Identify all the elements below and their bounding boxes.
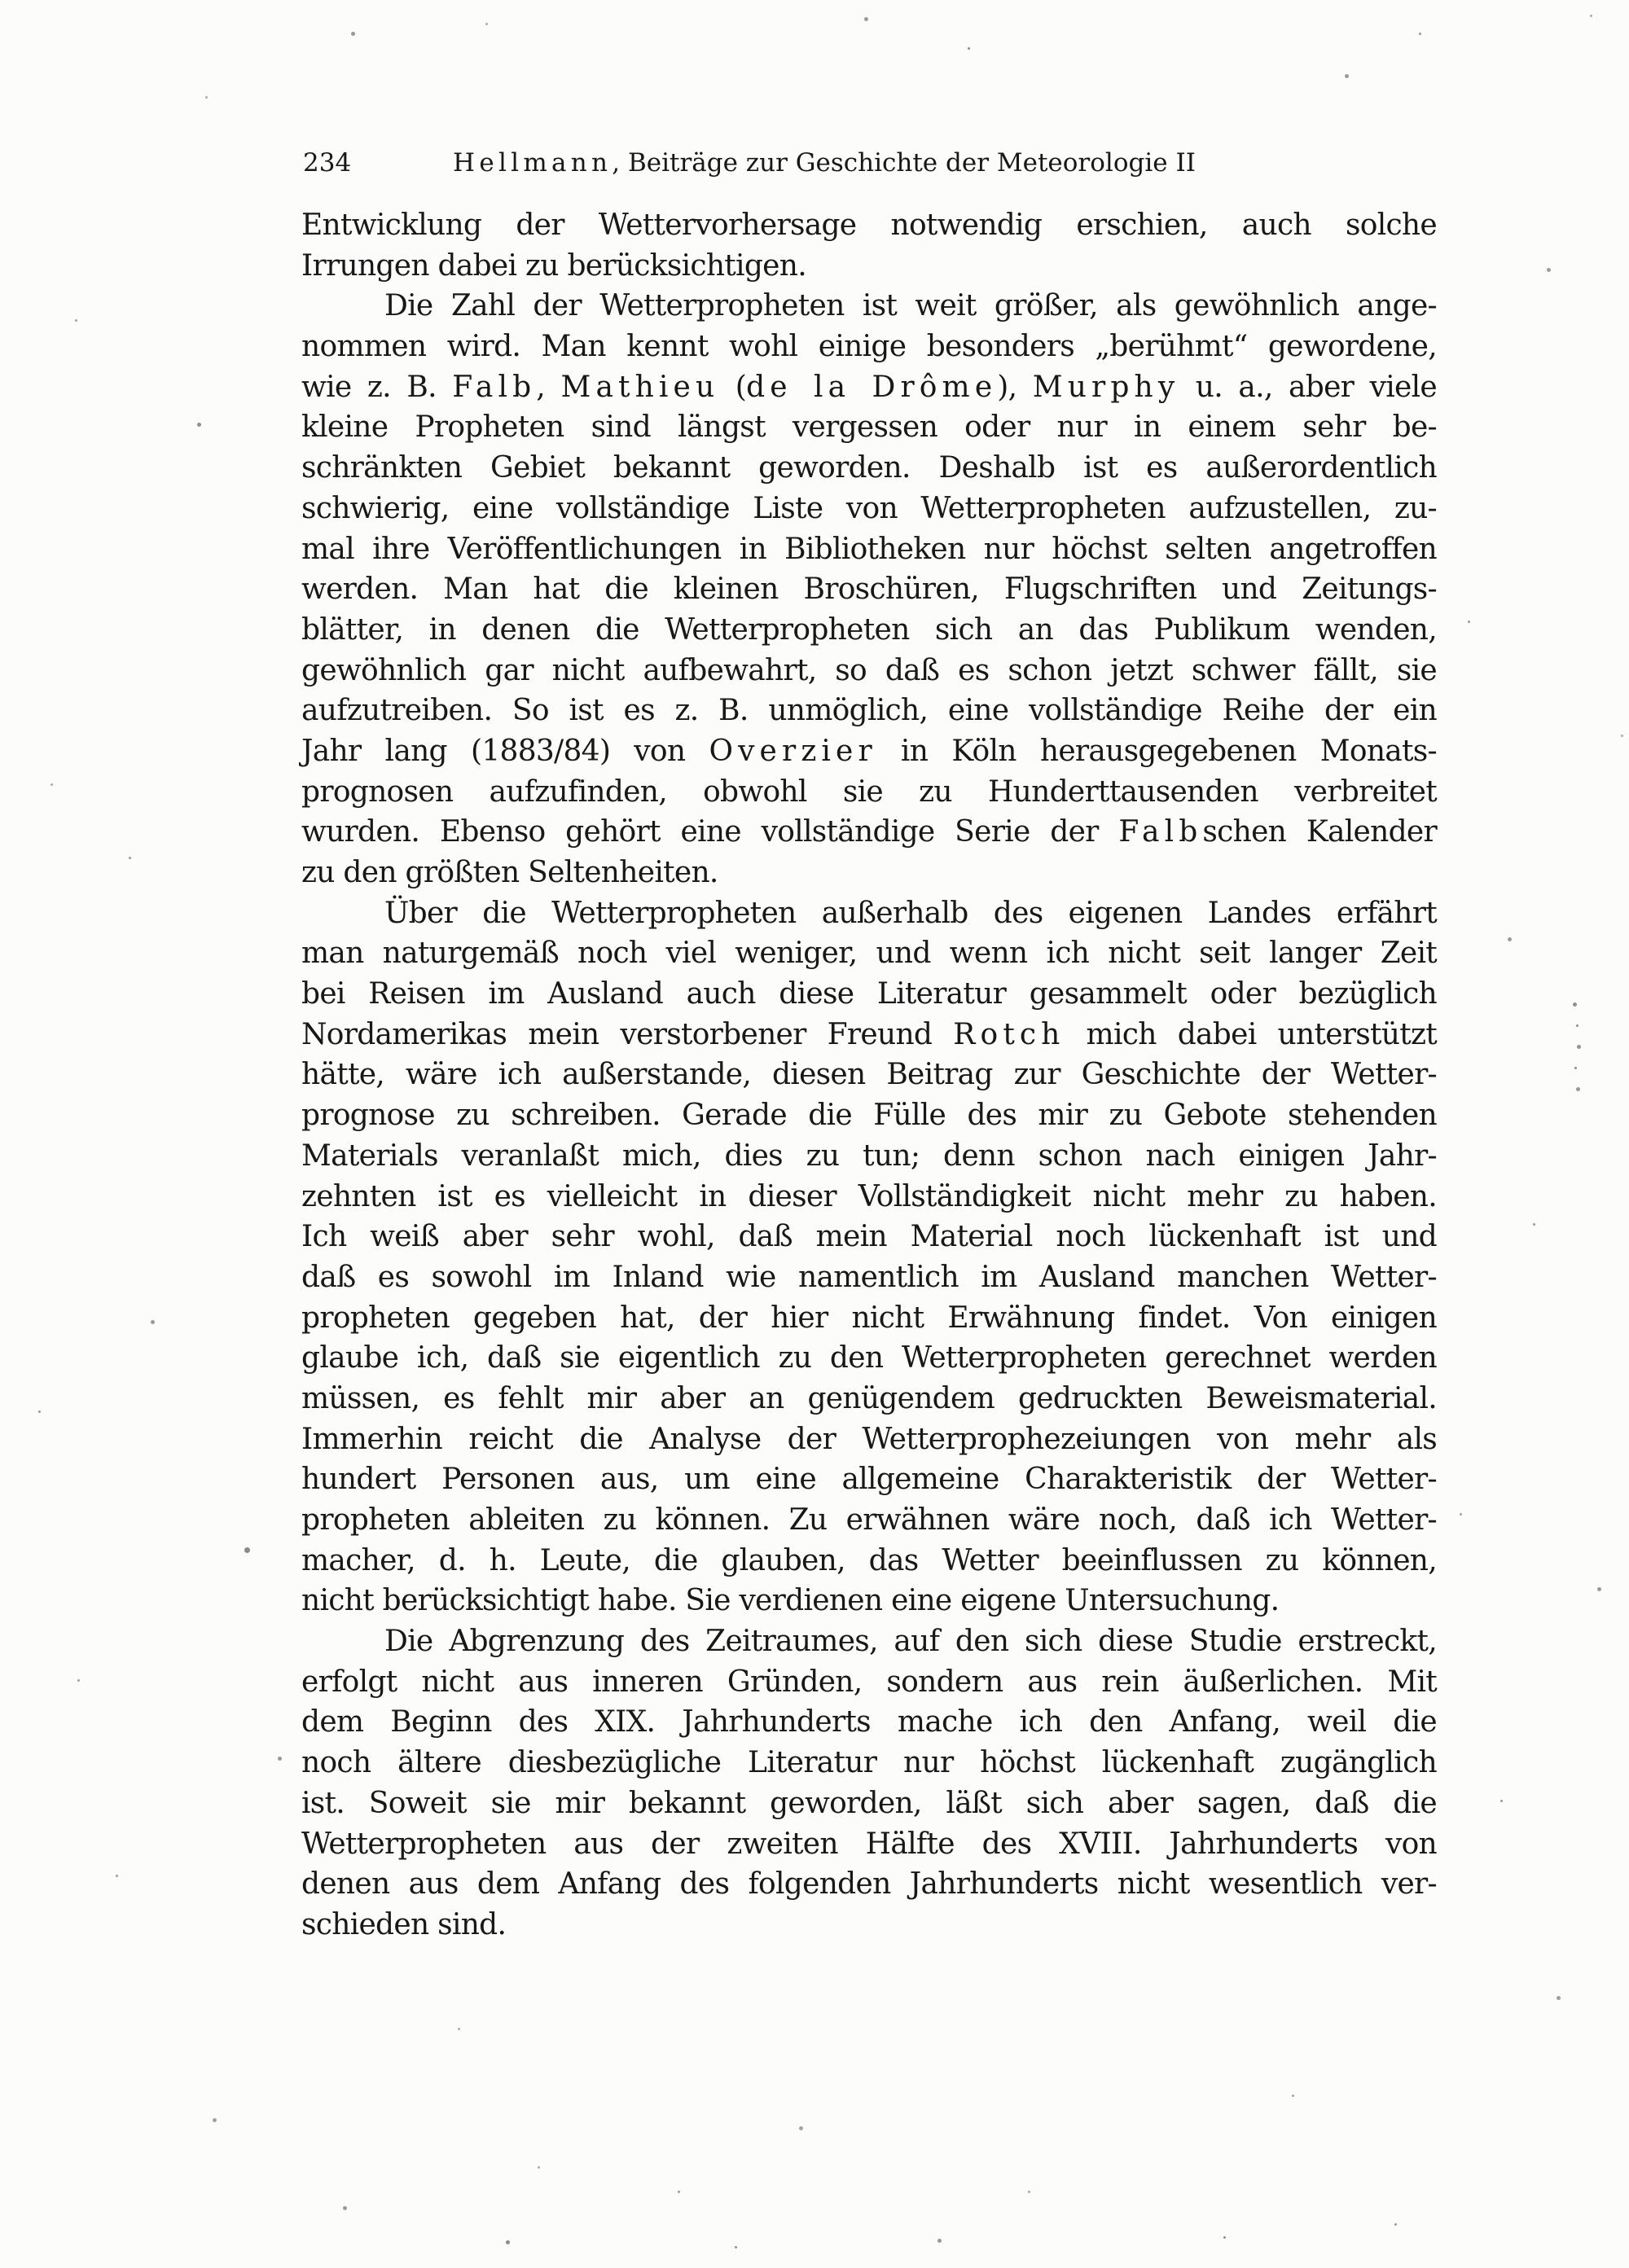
- text-line: gewöhnlich gar nicht aufbewahrt, so daß es schon jetzt schwer fällt, sie: [301, 653, 1437, 687]
- text-line: dem Beginn des XIX. Jahrhunderts mache ich den Anfang, weil die: [301, 1705, 1437, 1739]
- text-line: werden. Man hat die kleinen Broschüren, Flugschriften und Zeitungs-: [301, 572, 1437, 607]
- running-header: [0, 145, 1629, 181]
- text-line: Die Abgrenzung des Zeitraumes, auf den sich diese Studie erstreckt,: [384, 1625, 1437, 1659]
- text-line: denen aus dem Anfang des folgenden Jahrhunderts nicht wesentlich ver-: [301, 1867, 1437, 1902]
- text-line: prognosen aufzufinden, obwohl sie zu Hunderttausenden verbreitet: [301, 774, 1437, 809]
- spaced-name: Murphy: [1032, 370, 1180, 404]
- text-line: mal ihre Veröffentlichungen in Bibliotheken nur höchst selten angetroffen: [301, 532, 1437, 566]
- text-line: Die Zahl der Wetterpropheten ist weit größer, als gewöhnlich ange-: [384, 289, 1437, 323]
- text-line: blätter, in denen die Wetterpropheten sich an das Publikum wenden,: [301, 612, 1437, 647]
- text-line: propheten gegeben hat, der hier nicht Erwähnung findet. Von einigen: [301, 1301, 1437, 1335]
- spaced-name: Rotch: [953, 1017, 1065, 1051]
- text-line: schieden sind.: [301, 1907, 507, 1941]
- text-line: schränkten Gebiet bekannt geworden. Deshalb ist es außerordentlich: [301, 451, 1437, 485]
- text-line: propheten ableiten zu können. Zu erwähnen wäre noch, daß ich Wetter-: [301, 1503, 1437, 1537]
- running-header-author: Hellmann: [453, 148, 613, 178]
- text-line: hätte, wäre ich außerstande, diesen Beitrag zur Geschichte der Wetter-: [301, 1058, 1437, 1092]
- text-line: aufzutreiben. So ist es z. B. unmöglich, eine vollständige Reihe der ein: [301, 694, 1437, 728]
- text-line: erfolgt nicht aus inneren Gründen, sondern aus rein äußerlichen. Mit: [301, 1665, 1437, 1699]
- text-line: hundert Personen aus, um eine allgemeine Charakteristik der Wetter-: [301, 1463, 1437, 1497]
- text-block: [301, 205, 1437, 1946]
- page-number: 234: [303, 148, 352, 178]
- running-header-title: [453, 145, 1196, 181]
- text-line: Nordamerikas mein verstorbener Freund Rotch mich dabei unterstützt: [301, 1017, 1437, 1051]
- text-line: schwierig, eine vollständige Liste von Wetterpropheten aufzustellen, zu-: [301, 491, 1437, 525]
- scan-noise-speckles: [0, 0, 2, 2]
- text-line: daß es sowohl im Inland wie namentlich im Ausland manchen Wetter-: [301, 1260, 1437, 1294]
- spaced-name: de la Drôme: [746, 370, 998, 404]
- text-line: man naturgemäß noch viel weniger, und wenn ich nicht seit langer Zeit: [301, 937, 1437, 971]
- text-line: nommen wird. Man kennt wohl einige besonders „berühmt“ gewordene,: [301, 330, 1437, 364]
- text-line: wie z. B. Falb, Mathieu (de la Drôme), Murphy u. a., aber viele: [301, 370, 1437, 404]
- text-line: müssen, es fehlt mir aber an genügendem gedruckten Beweismaterial.: [301, 1381, 1437, 1415]
- text-line: ist. Soweit sie mir bekannt geworden, läßt sich aber sagen, daß die: [301, 1786, 1437, 1820]
- text-line: Materials veranlaßt mich, dies zu tun; denn schon nach einigen Jahr-: [301, 1138, 1437, 1173]
- text-line: wurden. Ebenso gehört eine vollständige Serie der Falbschen Kalender: [301, 815, 1437, 849]
- spaced-name: Falb: [1118, 815, 1203, 849]
- running-header-rest: , Beiträge zur Geschichte der Meteorologie II: [612, 148, 1196, 178]
- text-line: bei Reisen im Ausland auch diese Literatur gesammelt oder bezüglich: [301, 977, 1437, 1011]
- text-line: Immerhin reicht die Analyse der Wetterprophezeiungen von mehr als: [301, 1422, 1437, 1456]
- text-line: zehnten ist es vielleicht in dieser Vollständigkeit nicht mehr zu haben.: [301, 1179, 1437, 1213]
- text-line: Wetterpropheten aus der zweiten Hälfte des XVIII. Jahrhunderts von: [301, 1827, 1437, 1861]
- text-line: noch ältere diesbezügliche Literatur nur höchst lückenhaft zugänglich: [301, 1746, 1437, 1780]
- text-line: zu den größten Seltenheiten.: [301, 856, 718, 889]
- text-line: Über die Wetterpropheten außerhalb des eigenen Landes erfährt: [384, 896, 1437, 930]
- text-line: macher, d. h. Leute, die glauben, das Wetter beeinflussen zu können,: [301, 1543, 1437, 1577]
- text-line: nicht berücksichtigt habe. Sie verdienen eine eigene Untersuchung.: [301, 1584, 1280, 1618]
- spaced-name: Overzier: [709, 734, 877, 768]
- text-line: glaube ich, daß sie eigentlich zu den Wetterpropheten gerechnet werden: [301, 1341, 1437, 1375]
- text-line: Ich weiß aber sehr wohl, daß mein Material noch lückenhaft ist und: [301, 1220, 1437, 1254]
- text-line: Irrungen dabei zu berücksichtigen.: [301, 248, 806, 283]
- spaced-name: Falb: [452, 370, 537, 404]
- text-line: Jahr lang (1883/84) von Overzier in Köln herausgegebenen Monats-: [301, 734, 1437, 768]
- text-line: kleine Propheten sind längst vergessen oder nur in einem sehr be-: [301, 410, 1437, 445]
- spaced-name: Mathieu: [560, 370, 720, 404]
- text-line: prognose zu schreiben. Gerade die Fülle des mir zu Gebote stehenden: [301, 1099, 1437, 1133]
- text-line: Entwicklung der Wettervorhersage notwendig erschien, auch solche: [301, 208, 1437, 242]
